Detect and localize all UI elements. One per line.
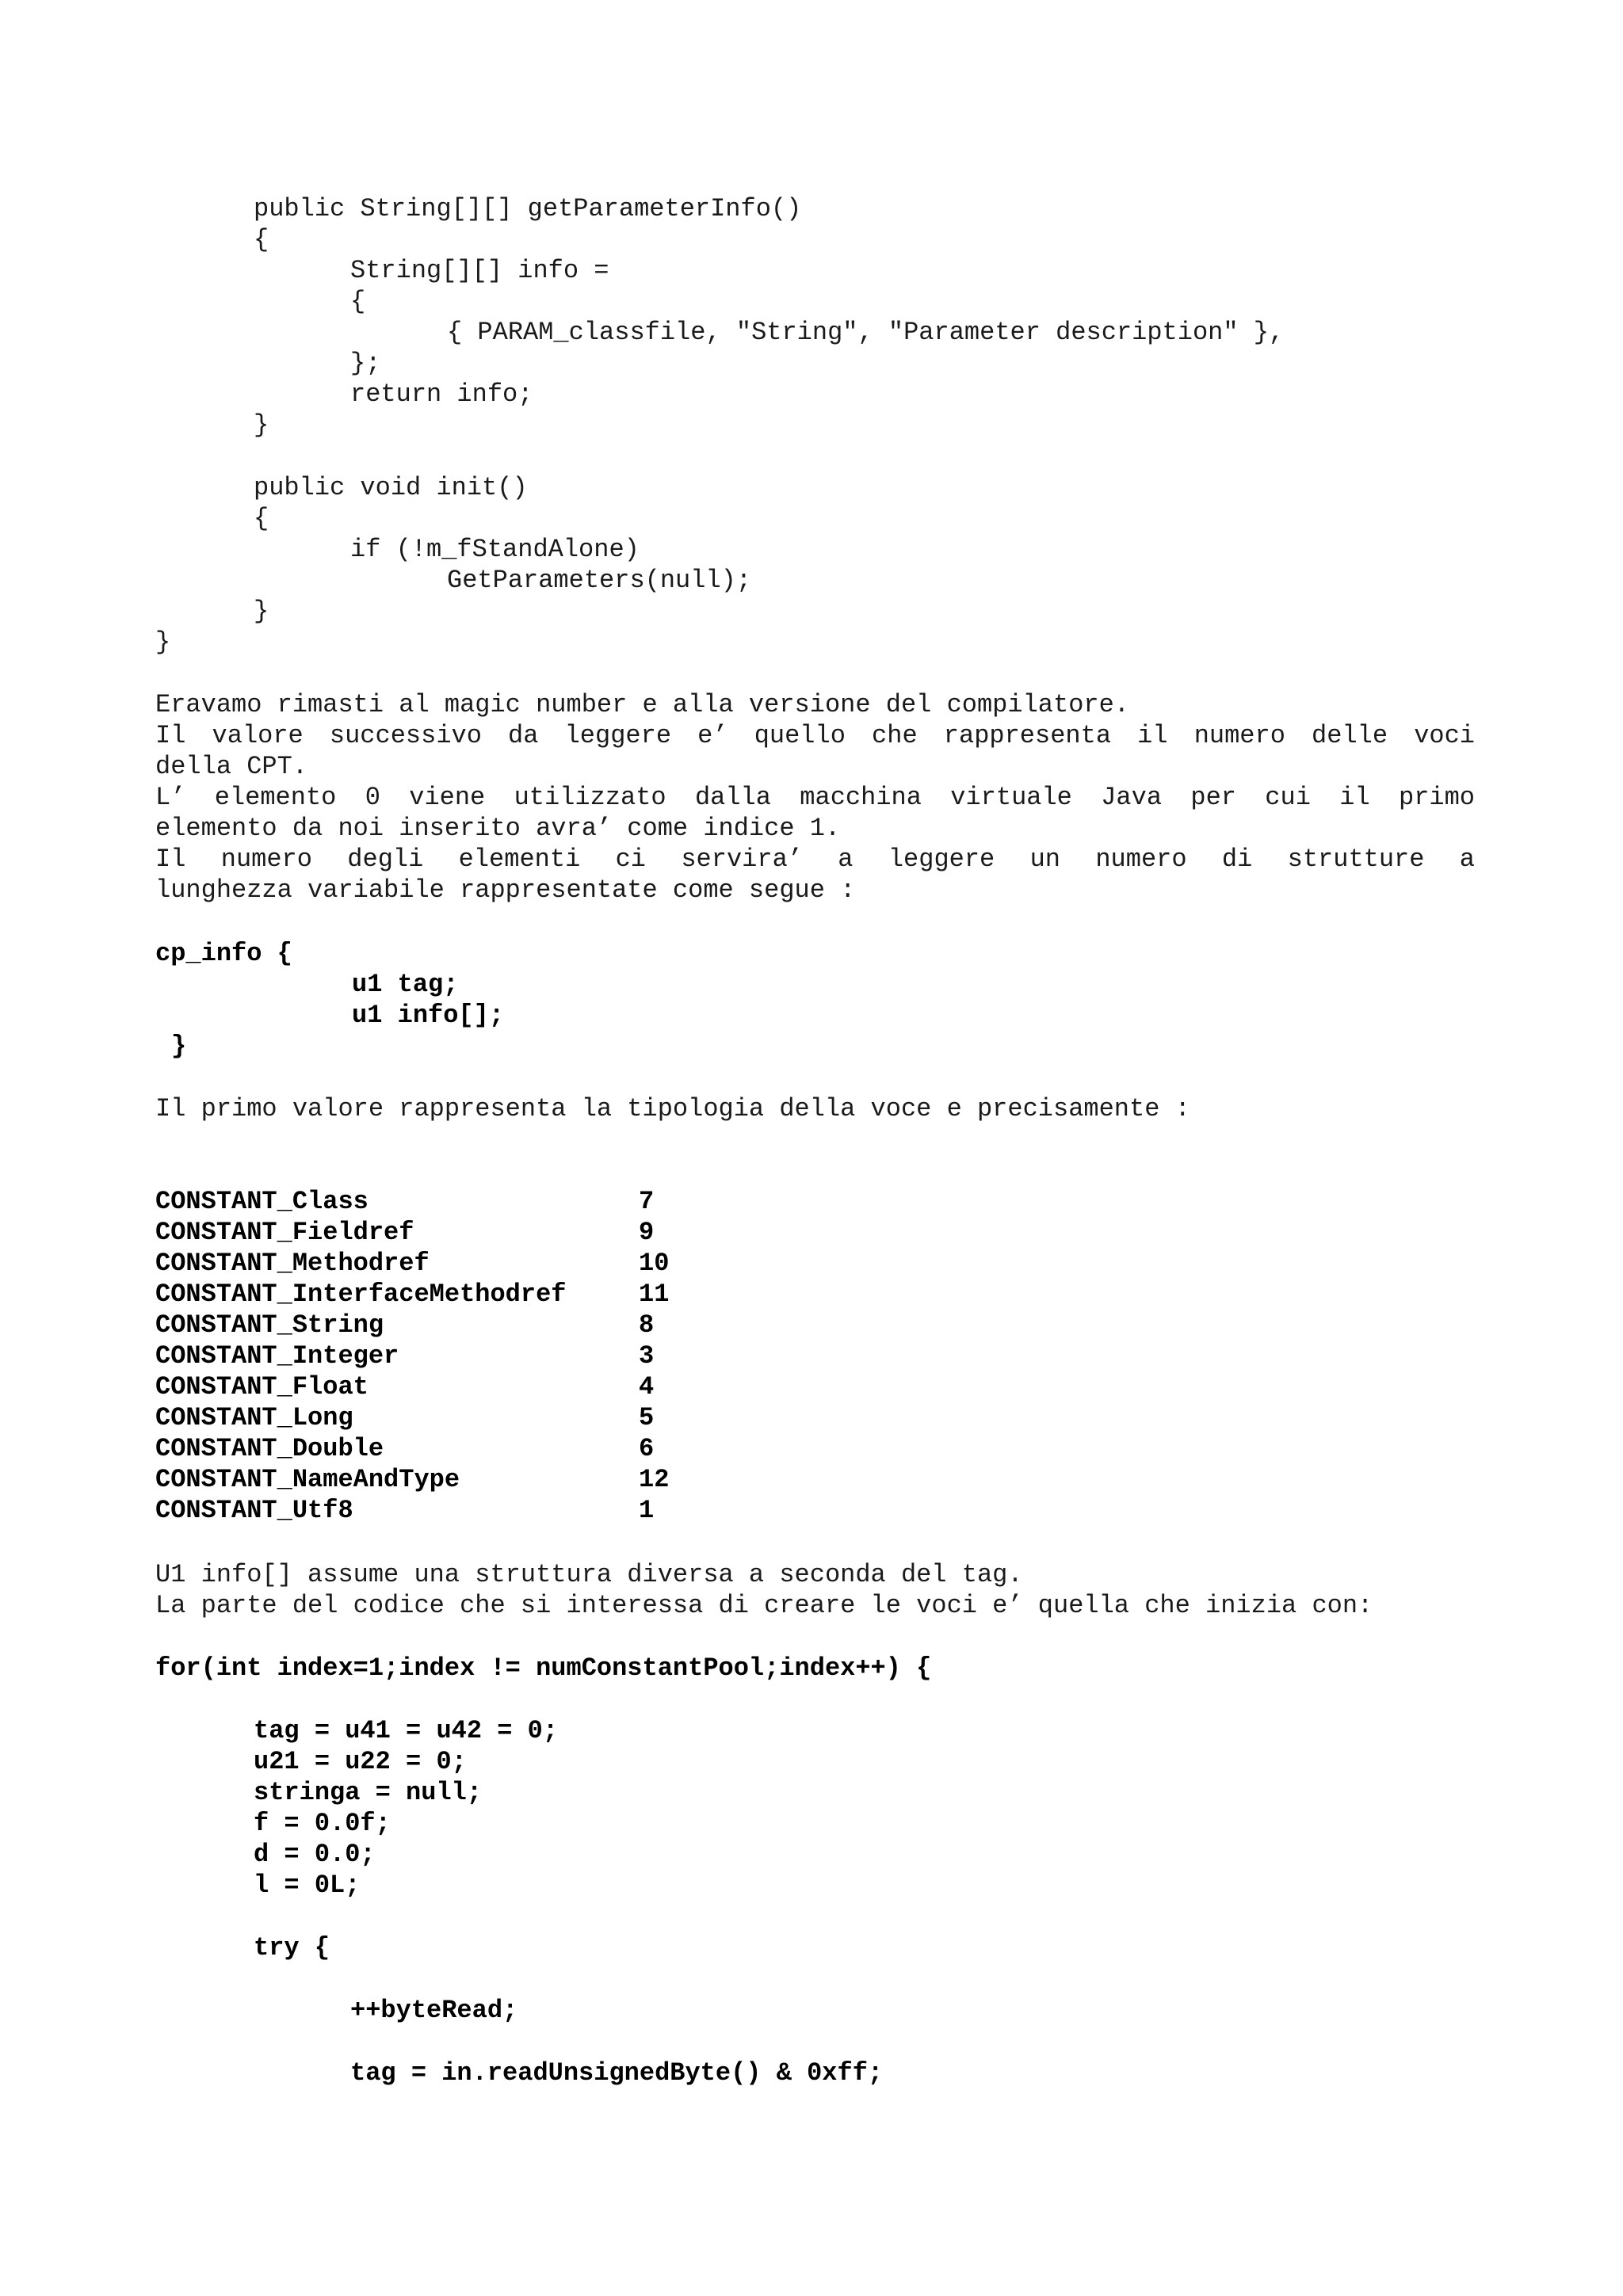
code-line: } (254, 410, 269, 440)
code-line: u21 = u22 = 0; (254, 1747, 467, 1776)
constant-row (155, 1248, 710, 1279)
code-line: } (155, 627, 171, 657)
code-line: public String[][] getParameterInfo() (254, 194, 802, 223)
text-line: elemento da noi inserito avra’ come indice 1. (155, 814, 841, 843)
constant-value: 10 (639, 1249, 670, 1278)
code-line: }; (350, 349, 381, 378)
paragraph-intro (155, 689, 1475, 906)
text-line: U1 info[] assume una struttura diversa a seconda del tag. (155, 1560, 1023, 1589)
constant-value: 11 (639, 1280, 670, 1309)
constant-value: 5 (639, 1403, 655, 1432)
paragraph-tag-intro: Il primo valore rappresenta la tipologia della voce e precisamente : (155, 1094, 1190, 1123)
constant-value: 4 (639, 1372, 655, 1402)
constant-name: CONSTANT_Utf8 (155, 1496, 353, 1525)
code-line: d = 0.0; (254, 1840, 376, 1869)
struct-field: u1 tag; (352, 970, 459, 999)
constant-row (155, 1433, 710, 1464)
code-line: f = 0.0f; (254, 1809, 391, 1838)
constants-table (155, 1186, 710, 1526)
constant-name: CONSTANT_Class (155, 1187, 369, 1216)
constant-value: 8 (639, 1310, 655, 1340)
constant-value: 6 (639, 1434, 655, 1463)
text-line: lunghezza variabile rappresentate come segue : (155, 875, 856, 905)
text-line: Il valore successivo da leggere e’ quello che rappresenta il numero delle voci (155, 721, 1475, 750)
text-line: Il numero degli elementi ci servira’ a leggere un numero di strutture a (155, 845, 1475, 874)
constant-row (155, 1186, 710, 1217)
code-line: { (350, 287, 366, 316)
code-line: { PARAM_classfile, "String", "Parameter description" }, (447, 318, 1285, 347)
constant-name: CONSTANT_Fieldref (155, 1218, 414, 1247)
constant-value: 3 (639, 1341, 655, 1371)
text-line: L’ elemento 0 viene utilizzato dalla macchina virtuale Java per cui il primo (155, 783, 1475, 812)
constant-row (155, 1279, 710, 1310)
code-line: public void init() (254, 473, 528, 502)
text-line: La parte del codice che si interessa di creare le voci e’ quella che inizia con: (155, 1591, 1373, 1620)
code-line: return info; (350, 379, 533, 409)
struct-field: u1 info[]; (352, 1001, 505, 1030)
constant-row (155, 1341, 710, 1371)
code-line: tag = in.readUnsignedByte() & 0xff; (350, 2058, 884, 2088)
constant-row (155, 1217, 710, 1248)
code-line: try { (254, 1933, 330, 1962)
constant-name: CONSTANT_String (155, 1310, 384, 1340)
constant-name: CONSTANT_Integer (155, 1341, 399, 1371)
constant-name: CONSTANT_Methodref (155, 1249, 430, 1278)
text-line: della CPT. (155, 752, 308, 781)
constant-row (155, 1495, 710, 1526)
code-line: l = 0L; (254, 1871, 361, 1900)
constant-name: CONSTANT_InterfaceMethodref (155, 1280, 567, 1309)
constant-row (155, 1310, 710, 1341)
text-line: Eravamo rimasti al magic number e alla versione del compilatore. (155, 690, 1129, 719)
struct-header: cp_info { (155, 939, 292, 968)
constant-value: 9 (639, 1218, 655, 1247)
code-line: stringa = null; (254, 1778, 483, 1807)
code-line: tag = u41 = u42 = 0; (254, 1716, 559, 1745)
constant-name: CONSTANT_Double (155, 1434, 384, 1463)
code-line: { (254, 225, 269, 254)
code-line: ++byteRead; (350, 1996, 518, 2025)
constant-row (155, 1402, 710, 1433)
constant-name: CONSTANT_Long (155, 1403, 353, 1432)
code-line: { (254, 504, 269, 533)
code-line: if (!m_fStandAlone) (350, 535, 640, 564)
constant-value: 7 (639, 1187, 655, 1216)
constant-row (155, 1371, 710, 1402)
constant-value: 12 (639, 1465, 670, 1494)
constant-row (155, 1464, 710, 1495)
constant-name: CONSTANT_NameAndType (155, 1465, 460, 1494)
code-line: for(int index=1;index != numConstantPool;index++) { (155, 1653, 932, 1683)
struct-close: } (171, 1032, 187, 1061)
code-line: String[][] info = (350, 256, 609, 285)
code-line: } (254, 597, 269, 626)
code-line: GetParameters(null); (447, 566, 752, 595)
constant-name: CONSTANT_Float (155, 1372, 369, 1402)
constant-value: 1 (639, 1496, 655, 1525)
